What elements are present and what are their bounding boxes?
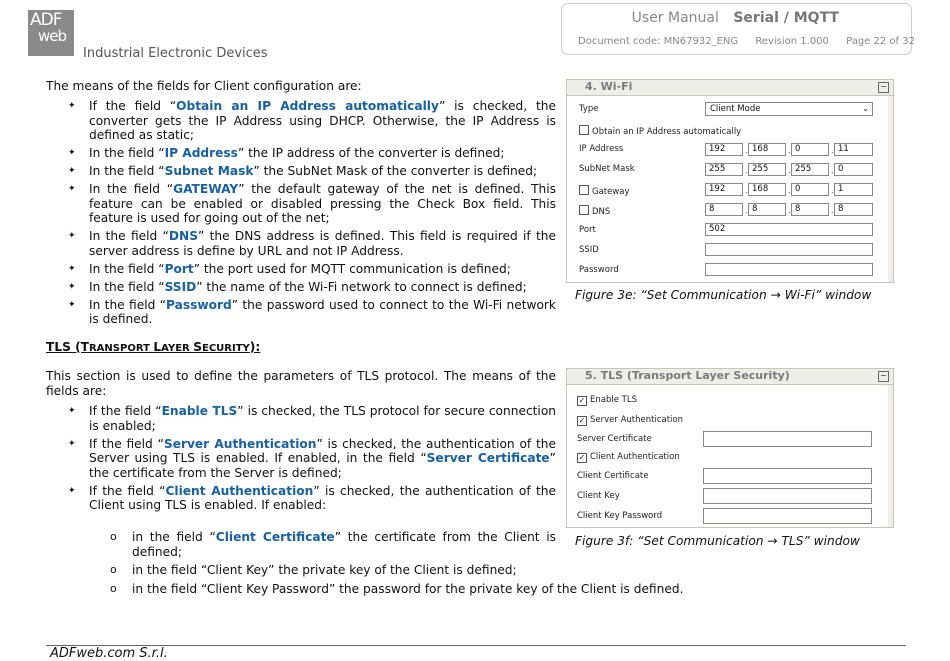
circle-bullet-icon: o — [110, 563, 117, 576]
footer-divider — [46, 645, 906, 646]
enable-tls-checkbox[interactable]: ✓ Enable TLS — [578, 395, 637, 405]
client-cert-input[interactable] — [703, 468, 872, 484]
type-label: Type — [579, 104, 599, 114]
product-label: Serial / MQTT — [733, 10, 839, 26]
bullet-icon: ✦ — [68, 263, 76, 274]
port-input[interactable]: 502 — [705, 223, 873, 236]
ip-octet-4[interactable]: 11 — [834, 143, 873, 156]
list-item: ✦ If the field “Client Authentication” is checked, the authentication of the Client using TLS is enabled. If enabled: — [68, 483, 557, 512]
client-field-list — [46, 99, 556, 330]
list-item: ✦ In the field “IP Address” the IP address of the converter is defined; — [68, 146, 505, 160]
tls-panel — [566, 368, 894, 528]
tls-panel-title: 5. TLS (Transport Layer Security) — [585, 369, 790, 382]
list-item: ✦ In the field “GATEWAY” the default gateway of the net is defined. This feature can be enabled or disabled pressing the Check Box field. This feature is used for going out of the net; — [68, 182, 557, 225]
subnet-octet-2[interactable]: 255 — [748, 163, 786, 176]
bullet-icon: ✦ — [68, 148, 76, 158]
header-title — [632, 10, 839, 26]
list-item: ✦ If the field “Obtain an IP Address automatically” is checked, the converter gets the IP Address using DHCP. Otherwise, the IP Address is defined as static; — [68, 99, 556, 142]
list-item: o in the field “Client Key Password” the password for the private key of the Client is defined. — [110, 581, 684, 596]
manual-label: User Manual — [631, 10, 719, 26]
checkmark-icon[interactable]: ✓ — [578, 453, 586, 462]
client-key-password-label: Client Key Password — [577, 511, 663, 521]
list-item: ✦ In the field “Subnet Mask” the SubNet Mask of the converter is defined; — [68, 164, 538, 178]
header-doc-info — [578, 36, 915, 47]
ip-octet-1[interactable]: 192 — [705, 143, 743, 156]
checkbox-icon[interactable] — [579, 125, 589, 135]
client-key-password-input[interactable] — [703, 508, 872, 524]
gateway-octet-3[interactable]: 0 — [791, 183, 829, 196]
chevron-down-icon: ⌄ — [862, 104, 869, 113]
dns-checkbox[interactable]: DNS — [579, 205, 610, 217]
doc-code: Document code: MN67932_ENG — [578, 36, 739, 47]
gateway-octet-4[interactable]: 1 — [834, 183, 873, 196]
bullet-icon: ✦ — [68, 406, 76, 416]
server-cert-label: Server Certificate — [577, 434, 652, 444]
footer-company: ADFweb.com S.r.l. — [50, 646, 168, 661]
figure-3f-caption: Figure 3f: “Set Communication → TLS” window — [575, 534, 860, 548]
dns-octet-3[interactable]: 8 — [791, 203, 829, 216]
password-label: Password — [579, 265, 619, 275]
port-label: Port — [579, 225, 596, 235]
ip-octet-2[interactable]: 168 — [748, 143, 786, 156]
list-item: ✦ In the field “Password” the password used to connect to the Wi-Fi network is defined. — [68, 297, 556, 326]
dns-octet-1[interactable]: 8 — [705, 203, 743, 216]
bullet-icon: ✦ — [68, 299, 76, 310]
checkbox-icon[interactable] — [579, 205, 589, 215]
client-key-label: Client Key — [577, 491, 620, 501]
client-auth-checkbox[interactable]: ✓ Client Authentication — [578, 452, 680, 462]
figure-3e-caption: Figure 3e: “Set Communication → Wi-Fi” window — [575, 288, 872, 302]
server-auth-checkbox[interactable]: ✓ Server Authentication — [578, 415, 683, 425]
bullet-icon: ✦ — [68, 101, 76, 111]
list-item: o in the field “Client Key” the private key of the Client is defined; — [110, 563, 517, 577]
bullet-icon: ✦ — [68, 166, 76, 176]
dns-octet-2[interactable]: 8 — [748, 203, 786, 216]
ssid-input[interactable] — [705, 243, 873, 256]
revision: Revision 1.000 — [755, 36, 829, 47]
bullet-icon: ✦ — [68, 281, 76, 292]
logo-top: ADF — [30, 10, 62, 30]
checkmark-icon[interactable]: ✓ — [578, 416, 586, 425]
ip-octet-3[interactable]: 0 — [791, 143, 829, 156]
list-item: ✦ If the field “Enable TLS” is checked, the TLS protocol for secure connection is enabled; — [68, 404, 556, 433]
server-cert-input[interactable] — [703, 431, 872, 447]
wifi-panel-title: 4. Wi-Fi — [585, 80, 633, 93]
tls-heading: TLS (TRANSPORT LAYER SECURITY): — [46, 340, 261, 354]
logo-bottom: web — [38, 27, 67, 45]
list-item: ✦ If the field “Server Authentication” is checked, the authentication of the Server using TLS is enabled. If enabled, in the field “Server Certificate” the certificate from the Server is defined; — [68, 436, 557, 480]
gateway-octet-2[interactable]: 168 — [748, 183, 786, 196]
header-box — [561, 3, 915, 55]
list-item: ✦ In the field “DNS” the DNS address is defined. This field is required if the server address is define by URL and not IP Address. — [68, 229, 556, 258]
subnet-octet-1[interactable]: 255 — [705, 163, 743, 176]
bullet-icon: ✦ — [68, 485, 76, 496]
collapse-icon[interactable]: − — [878, 371, 889, 382]
gateway-octet-1[interactable]: 192 — [705, 183, 743, 196]
client-cert-label: Client Certificate — [577, 471, 649, 481]
collapse-icon[interactable]: − — [878, 82, 889, 93]
adfweb-logo — [28, 10, 74, 56]
gateway-checkbox[interactable]: Gateway — [579, 185, 630, 197]
bullet-icon: ✦ — [68, 231, 76, 241]
subnet-octet-3[interactable]: 255 — [791, 163, 829, 176]
bullet-icon: ✦ — [68, 438, 76, 449]
subnet-octet-4[interactable]: 0 — [834, 163, 873, 176]
list-item: o in the field “Client Certificate” the certificate from the Client is defined; — [110, 530, 556, 559]
tls-intro: This section is used to define the parameters of TLS protocol. The means of the fields are: — [46, 369, 556, 398]
type-select[interactable]: Client Mode ⌄ — [705, 102, 873, 116]
tls-field-list — [46, 404, 556, 516]
list-item: ✦ In the field “Port” the port used for MQTT communication is defined; — [68, 261, 511, 276]
list-item: ✦ In the field “SSID” the name of the Wi-Fi network to connect is defined; — [68, 279, 527, 294]
ssid-label: SSID — [579, 245, 599, 255]
client-key-input[interactable] — [703, 488, 872, 504]
bullet-icon: ✦ — [68, 184, 76, 194]
page-number: Page 22 of 32 — [846, 36, 915, 47]
checkbox-icon[interactable] — [579, 185, 589, 195]
checkmark-icon[interactable]: ✓ — [578, 396, 586, 405]
circle-bullet-icon: o — [110, 581, 117, 595]
subnet-mask-label: SubNet Mask — [579, 164, 635, 174]
password-input[interactable] — [705, 263, 873, 276]
dns-octet-4[interactable]: 8 — [834, 203, 873, 216]
company-tagline: Industrial Electronic Devices — [83, 46, 268, 61]
circle-bullet-icon: o — [110, 530, 117, 543]
obtain-ip-checkbox[interactable]: Obtain an IP Address automatically — [579, 125, 741, 137]
client-intro: The means of the fields for Client configuration are: — [46, 79, 362, 93]
wifi-panel: 4. Wi-Fi − Type Client Mode ⌄ Obtain an IP Address automatically IP Address 192 . 168 . 0 . 11 SubNet Mask 255 . 255 . 255 . 0 Gateway 192 . 168 . 0 . 1 DNS 8 . 8 . 8 . 8 Port 502 SSID Password — [566, 79, 894, 283]
ip-address-label: IP Address — [579, 144, 624, 154]
